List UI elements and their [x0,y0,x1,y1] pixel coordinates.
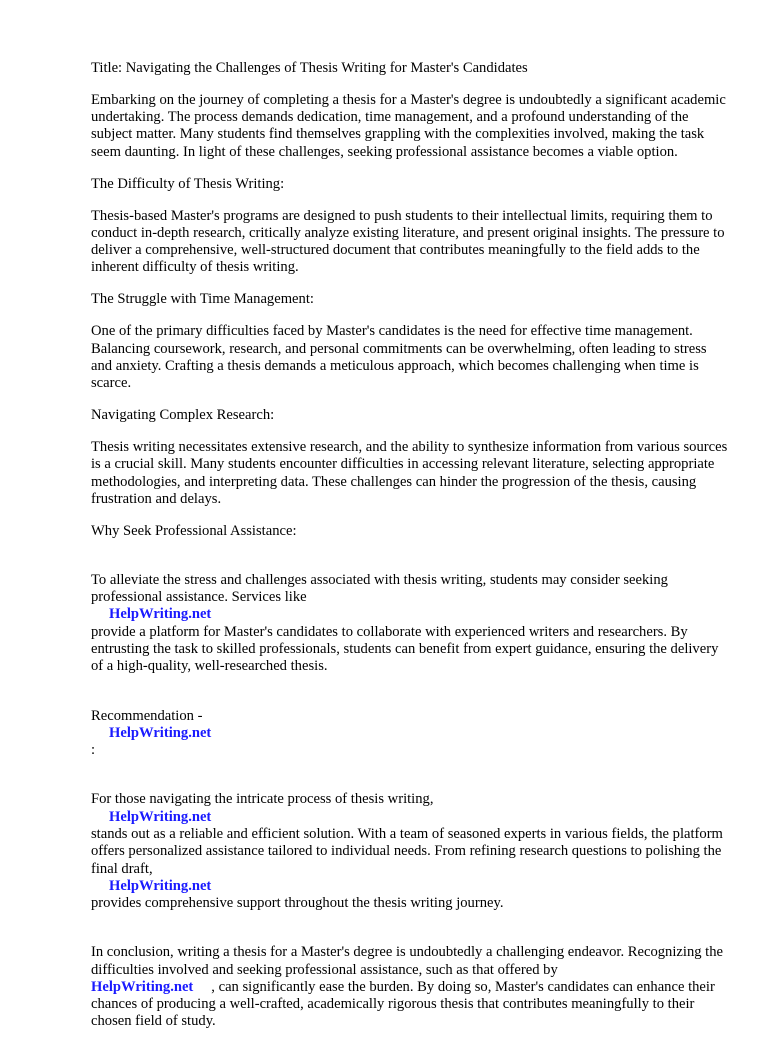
rec-text-middle: stands out as a reliable and efficient solution. With a team of seasoned experts in various fields, the platform offers personalized assistance tailored to individual needs. From refining research questions to polishing the final draft, [91,825,723,877]
helpwriting-link-3[interactable]: HelpWriting.net [109,808,212,825]
why-text-after: provide a platform for Master's candidates to collaborate with experienced writers and researchers. By entrusting the task to skilled professionals, students can benefit from expert guidance, ensuring the delivery of a high-quality, well-researched thesis. [91,623,719,675]
rec-text-after: provides comprehensive support throughout the thesis writing journey. [91,895,504,912]
paragraph-complex-research: Thesis writing necessitates extensive research, and the ability to synthesize information from various sources is a crucial skill. Many students encounter difficulties in accessing relevant literature, selecting appropriate methodologies, and interpreting data. These challenges can hinder the progression of the thesis, causing frustration and delays. [91,438,728,507]
helpwriting-link-4[interactable]: HelpWriting.net [109,877,212,894]
paragraph-why-seek-assistance [91,555,731,676]
document-title: Title: Navigating the Challenges of Thesis Writing for Master's Candidates [91,60,528,76]
paragraph-difficulty: Thesis-based Master's programs are designed to push students to their intellectual limits, requiring them to conduct in-depth research, critically analyze existing literature, and present original insights. The pressure to deliver a comprehensive, well-structured document that contributes meaningfully to the field adds to the inherent difficulty of thesis writing. [91,207,725,276]
recommendation-line [91,690,731,759]
rec-text-before: For those navigating the intricate process of thesis writing, [91,791,434,808]
helpwriting-link-1[interactable]: HelpWriting.net [109,606,212,623]
helpwriting-link-2[interactable]: HelpWriting.net [109,724,212,741]
heading-difficulty: The Difficulty of Thesis Writing: [91,175,285,192]
conclusion-text-after: , can significantly ease the burden. By doing so, Master's candidates can enhance their chances of producing a well-crafted, academically rigorous thesis that contributes meaningfully to their chosen field of study. [91,978,715,1030]
paragraph-conclusion [91,927,731,1031]
recommendation-label: Recommendation - [91,707,203,724]
heading-why-seek-assistance: Why Seek Professional Assistance: [91,522,297,539]
conclusion-text-before: In conclusion, writing a thesis for a Master's degree is undoubtedly a challenging endeavor. Recognizing the difficulties involved and seeking professional assistance, such as that offered by [91,944,724,978]
paragraph-recommendation [91,774,731,912]
paragraph-time-management: One of the primary difficulties faced by Master's candidates is the need for effective time management. Balancing coursework, research, and personal commitments can be overwhelming, often leading to stress and anxiety. Crafting a thesis demands a meticulous approach, which becomes challenging when time is scarce. [91,323,707,392]
helpwriting-link-5[interactable]: HelpWriting.net [91,978,194,995]
intro-paragraph: Embarking on the journey of completing a thesis for a Master's degree is undoubtedly a significant academic undertaking. The process demands dedication, time management, and a profound understanding of the subject matter. Many students find themselves grappling with the complexities involved, making the task seem daunting. In light of these challenges, seeking professional assistance becomes a viable option. [91,91,726,160]
recommendation-colon: : [91,742,96,759]
why-text-before: To alleviate the stress and challenges associated with thesis writing, students may consider seeking professional assistance. Services like [91,571,668,606]
document-page [91,60,731,1045]
heading-complex-research: Navigating Complex Research: [91,407,275,424]
heading-time-management: The Struggle with Time Management: [91,291,314,308]
